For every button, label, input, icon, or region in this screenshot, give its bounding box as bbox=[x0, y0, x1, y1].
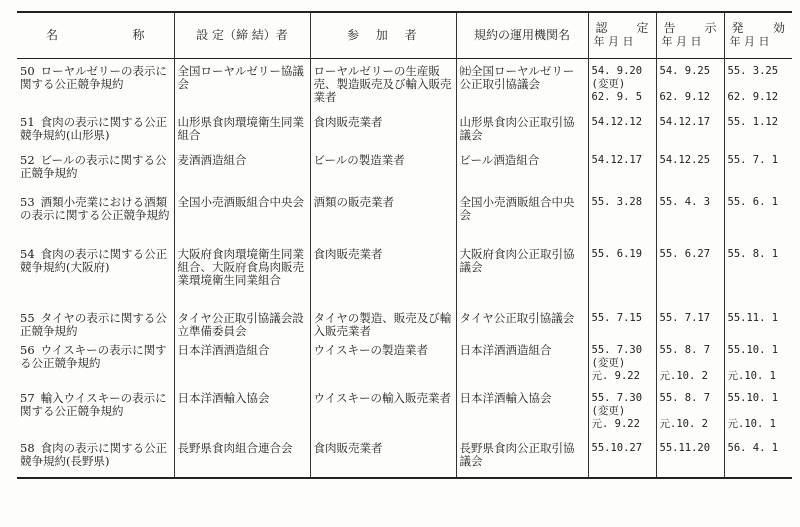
agency-cell: ㈳全国ローヤルゼリー公正取引協議会 bbox=[456, 58, 588, 110]
rule-name-cell bbox=[17, 338, 174, 386]
approval-date-cell bbox=[588, 110, 656, 148]
setter-cell: 山形県食肉環境衛生同業組合 bbox=[174, 110, 310, 148]
effect-date-cell bbox=[724, 306, 792, 338]
date-line bbox=[660, 357, 721, 370]
setter-cell: 日本洋酒輸入協会 bbox=[174, 386, 310, 436]
setter-cell: 全国小売酒販組合中央会 bbox=[174, 190, 310, 242]
col-header-approval: 認 定 年 月 日 bbox=[588, 12, 656, 58]
date-line: (変更) bbox=[591, 357, 626, 369]
col-header-name: 名 称 bbox=[17, 12, 174, 58]
date-line: 55. 3.25 bbox=[727, 64, 779, 77]
col-header-effect: 発 効 年 月 日 bbox=[724, 12, 792, 58]
date-line: 55. 6.27 bbox=[659, 248, 711, 260]
rule-name-cell bbox=[17, 110, 174, 148]
effect-date-cell bbox=[724, 190, 792, 242]
effect-date-cell bbox=[724, 148, 792, 190]
rule-number: 54 bbox=[20, 247, 35, 261]
date-line: (変更) bbox=[591, 405, 626, 417]
table-row bbox=[17, 110, 792, 148]
date-line: 元.10. 1 bbox=[727, 418, 776, 430]
rule-name-cell bbox=[17, 386, 174, 436]
date-line bbox=[660, 405, 721, 418]
date-line: 62. 9.12 bbox=[659, 90, 711, 103]
date-line: 元. 9.22 bbox=[591, 418, 640, 430]
rule-name: ビールの表示に関する公正競争規約 bbox=[20, 153, 167, 180]
date-line: 55. 1.12 bbox=[727, 116, 779, 128]
date-line: 55.11. 1 bbox=[727, 312, 779, 324]
rule-name-cell bbox=[17, 190, 174, 242]
date-line: 55. 7.30 bbox=[591, 392, 643, 404]
agency-cell: 大阪府食肉公正取引協議会 bbox=[456, 242, 588, 306]
rule-name-cell bbox=[17, 148, 174, 190]
date-line: 55. 8. 7 bbox=[659, 344, 711, 356]
approval-date-cell bbox=[588, 306, 656, 338]
effect-date-cell bbox=[724, 58, 792, 110]
agency-cell: 山形県食肉公正取引協議会 bbox=[456, 110, 588, 148]
date-line: (変更) bbox=[591, 77, 626, 90]
agency-cell: 全国小売酒販組合中央会 bbox=[456, 190, 588, 242]
notice-date-cell bbox=[656, 338, 724, 386]
notice-date-cell bbox=[656, 242, 724, 306]
effect-date-cell bbox=[724, 242, 792, 306]
rules-table bbox=[17, 11, 792, 479]
rule-number: 53 bbox=[20, 195, 35, 209]
rule-name-cell bbox=[17, 436, 174, 478]
date-line bbox=[660, 78, 721, 91]
rule-number: 57 bbox=[20, 391, 35, 405]
rule-number: 50 bbox=[20, 63, 35, 78]
rule-number: 58 bbox=[20, 441, 35, 455]
setter-cell: 日本洋酒酒造組合 bbox=[174, 338, 310, 386]
rule-name: ウイスキーの表示に関する公正競争規約 bbox=[20, 343, 167, 370]
date-line: 54.12.12 bbox=[591, 116, 643, 128]
date-line: 54.12.17 bbox=[591, 154, 643, 166]
date-line: 55.10.27 bbox=[591, 442, 643, 454]
rule-name: タイヤの表示に関する公正競争規約 bbox=[20, 311, 167, 338]
rule-name: 酒類小売業における酒類の表示に関する公正競争規約 bbox=[20, 195, 170, 222]
table-row bbox=[17, 386, 792, 436]
notice-date-cell bbox=[656, 58, 724, 110]
table-row bbox=[17, 242, 792, 306]
setter-cell: 全国ローヤルゼリー協議会 bbox=[174, 58, 310, 110]
col-header-participant: 参 加 者 bbox=[310, 12, 456, 58]
date-line bbox=[728, 357, 790, 370]
notice-date-cell bbox=[656, 190, 724, 242]
participant-cell: 食肉販売業者 bbox=[310, 242, 456, 306]
date-line: 55.10. 1 bbox=[727, 392, 779, 404]
participant-cell: 食肉販売業者 bbox=[310, 436, 456, 478]
date-line: 元.10. 2 bbox=[659, 370, 708, 382]
date-line: 55.11.20 bbox=[659, 442, 711, 454]
date-line: 元. 9.22 bbox=[591, 370, 640, 382]
date-line: 55. 3.28 bbox=[591, 196, 643, 208]
approval-date-cell bbox=[588, 436, 656, 478]
approval-date-cell bbox=[588, 58, 656, 110]
col-header-setter: 設 定（締 結）者 bbox=[174, 12, 310, 58]
table-row bbox=[17, 338, 792, 386]
date-line: 54. 9.25 bbox=[659, 64, 711, 77]
setter-cell: 長野県食肉組合連合会 bbox=[174, 436, 310, 478]
rule-name-cell bbox=[17, 58, 174, 110]
setter-cell: タイヤ公正取引協議会設立準備委員会 bbox=[174, 306, 310, 338]
setter-cell: 麦酒酒造組合 bbox=[174, 148, 310, 190]
col-header-notice: 告 示 年 月 日 bbox=[656, 12, 724, 58]
participant-cell: タイヤの製造、販売及び輸入販売業者 bbox=[310, 306, 456, 338]
date-line: 55. 7.17 bbox=[659, 312, 711, 324]
participant-cell: ウイスキーの製造業者 bbox=[310, 338, 456, 386]
approval-date-cell bbox=[588, 148, 656, 190]
setter-cell: 大阪府食肉環境衛生同業組合、大阪府食鳥肉販売業環境衛生同業組合 bbox=[174, 242, 310, 306]
date-line: 54.12.25 bbox=[659, 154, 711, 166]
notice-date-cell bbox=[656, 386, 724, 436]
participant-cell: ローヤルゼリーの生産販売、製造販売及び輸入販売業者 bbox=[310, 58, 456, 110]
approval-date-cell bbox=[588, 338, 656, 386]
table-row bbox=[17, 148, 792, 190]
approval-date-cell bbox=[588, 242, 656, 306]
rule-name: 食肉の表示に関する公正競争規約(大阪府) bbox=[20, 247, 168, 274]
participant-cell: 酒類の販売業者 bbox=[310, 190, 456, 242]
approval-date-cell bbox=[588, 386, 656, 436]
table-row bbox=[17, 306, 792, 338]
header-row bbox=[17, 12, 792, 58]
agency-cell: 日本洋酒輸入協会 bbox=[456, 386, 588, 436]
agency-cell: 日本洋酒酒造組合 bbox=[456, 338, 588, 386]
rule-name: 輸入ウイスキーの表示に関する公正競争規約 bbox=[20, 391, 167, 418]
effect-date-cell bbox=[724, 386, 792, 436]
agency-cell: タイヤ公正取引協議会 bbox=[456, 306, 588, 338]
agency-cell: ビール酒造組合 bbox=[456, 148, 588, 190]
date-line: 元.10. 2 bbox=[659, 418, 708, 430]
rule-name-cell bbox=[17, 242, 174, 306]
table-row bbox=[17, 436, 792, 478]
col-header-agency: 規約の運用機関名 bbox=[456, 12, 588, 58]
participant-cell: ウイスキーの輸入販売業者 bbox=[310, 386, 456, 436]
rule-name: ローヤルゼリーの表示に関する公正競争規約 bbox=[20, 63, 168, 91]
table-body bbox=[17, 58, 792, 478]
effect-date-cell bbox=[724, 338, 792, 386]
table-row bbox=[17, 58, 792, 110]
date-line: 55.10. 1 bbox=[727, 344, 779, 356]
date-line: 55. 7. 1 bbox=[727, 154, 779, 166]
rule-name: 食肉の表示に関する公正競争規約(山形県) bbox=[20, 115, 168, 142]
agency-cell: 長野県食肉公正取引協議会 bbox=[456, 436, 588, 478]
rule-number: 56 bbox=[20, 343, 35, 357]
date-line: 55. 6.19 bbox=[591, 248, 643, 260]
date-line: 56. 4. 1 bbox=[727, 442, 779, 454]
table-row bbox=[17, 190, 792, 242]
participant-cell: ビールの製造業者 bbox=[310, 148, 456, 190]
date-line: 54. 9.20 bbox=[591, 64, 643, 77]
date-line: 55. 6. 1 bbox=[727, 196, 779, 208]
date-line: 55. 7.30 bbox=[591, 344, 643, 356]
effect-date-cell bbox=[724, 110, 792, 148]
notice-date-cell bbox=[656, 110, 724, 148]
date-line: 55. 8. 1 bbox=[727, 248, 779, 260]
date-line: 元.10. 1 bbox=[727, 370, 776, 382]
date-line: 62. 9.12 bbox=[727, 90, 779, 103]
date-line bbox=[728, 78, 790, 91]
rule-name-cell bbox=[17, 306, 174, 338]
approval-date-cell bbox=[588, 190, 656, 242]
date-line: 55. 4. 3 bbox=[659, 196, 711, 208]
date-line bbox=[728, 405, 790, 418]
date-line: 55. 7.15 bbox=[591, 312, 643, 324]
date-line: 62. 9. 5 bbox=[591, 90, 643, 103]
notice-date-cell bbox=[656, 306, 724, 338]
effect-date-cell bbox=[724, 436, 792, 478]
rule-number: 55 bbox=[20, 311, 35, 325]
date-line: 54.12.17 bbox=[659, 116, 711, 128]
rule-number: 52 bbox=[20, 153, 35, 167]
rule-name: 食肉の表示に関する公正競争規約(長野県) bbox=[20, 441, 168, 468]
notice-date-cell bbox=[656, 436, 724, 478]
notice-date-cell bbox=[656, 148, 724, 190]
rule-number: 51 bbox=[20, 115, 35, 129]
date-line: 55. 8. 7 bbox=[659, 392, 711, 404]
participant-cell: 食肉販売業者 bbox=[310, 110, 456, 148]
